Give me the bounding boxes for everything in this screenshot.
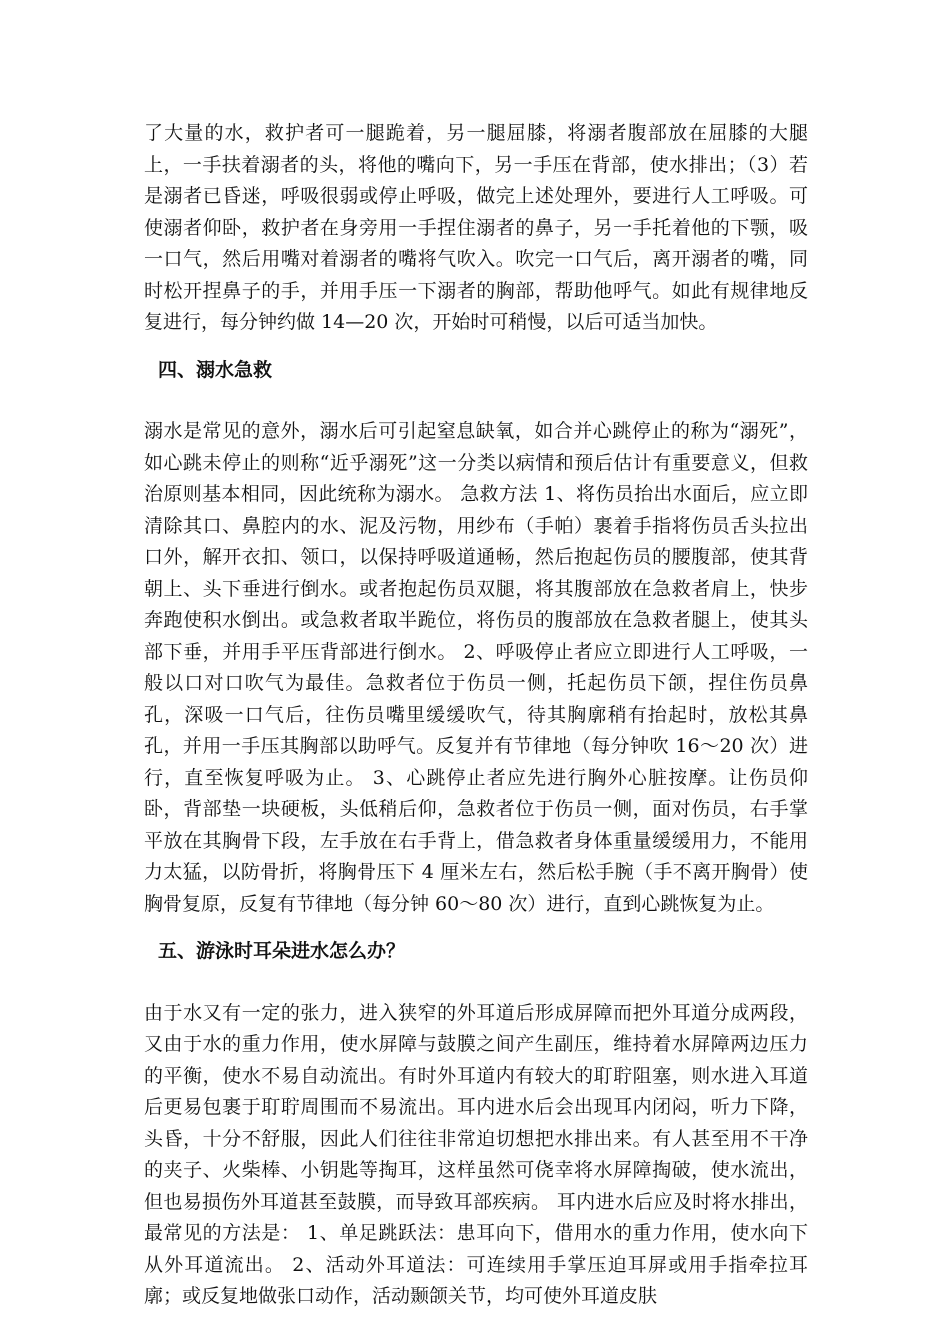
section-heading-drowning-first-aid: 四、溺水急救 <box>158 358 273 381</box>
intro-paragraph: 了大量的水，救护者可一腿跪着，另一腿屈膝，将溺者腹部放在屈膝的大腿上，一手扶着溺者的头，将他的嘴向下，另一手压在背部，使水排出；（3）若是溺者已昏迷，呼吸很弱或停止呼吸，做完上述处理外，要进行人工呼吸。可使溺者仰卧，救护者在身旁用一手捏住溺者的鼻子，另一手托着他的下颚，吸一口气，然后用嘴对着溺者的嘴将气吹入。吹完一口气后，离开溺者的嘴，同时松开捏鼻子的手，并用手压一下溺者的胸部，帮助他呼气。如此有规律地反复进行，每分钟约做 14—20 次，开始时可稍慢，以后可适当加快。 <box>144 122 808 333</box>
section-body-ear-water: 由于水又有一定的张力，进入狭窄的外耳道后形成屏障而把外耳道分成两段，又由于水的重力作用，使水屏障与鼓膜之间产生副压，维持着水屏障两边压力的平衡，使水不易自动流出。有时外耳道内有较大的耵聍阻塞，则水进入耳道后更易包裹于耵聍周围而不易流出。耳内进水后会出现耳内闭闷，听力下降，头昏，十分不舒服，因此人们往往非常迫切想把水排出来。有人甚至用不干净的夹子、火柴棒、小钥匙等掏耳，这样虽然可侥幸将水屏障掏破，使水流出，但也易损伤外耳道甚至鼓膜，而导致耳部疾病。 耳内进水后应及时将水排出，最常见的方法是： 1、单足跳跃法：患耳向下，借用水的重力作用，使水向下从外耳道流出。 2、活动外耳道法：可连续用手掌压迫耳屏或用手指牵拉耳廓；或反复地做张口动作，活动颞颌关节，均可使外耳道皮肤 <box>144 1001 808 1307</box>
section-body-drowning-first-aid: 溺水是常见的意外，溺水后可引起窒息缺氧，如合并心跳停止的称为“溺死”，如心跳未停止的则称“近乎溺死”这一分类以病情和预后估计有重要意义，但救治原则基本相同，因此统称为溺水。 急救方法 1、将伤员抬出水面后，应立即清除其口、鼻腔内的水、泥及污物，用纱布（手帕）裹着手指将伤员舌头拉出口外，解开衣扣、领口，以保持呼吸道通畅，然后抱起伤员的腰腹部，使其背朝上、头下垂进行倒水。或者抱起伤员双腿，将其腹部放在急救者肩上，快步奔跑使积水倒出。或急救者取半跪位，将伤员的腹部放在急救者腿上，使其头部下垂，并用手平压背部进行倒水。 2、呼吸停止者应立即进行人工呼吸，一般以口对口吹气为最佳。急救者位于伤员一侧，托起伤员下颌，捏住伤员鼻孔，深吸一口气后，往伤员嘴里缓缓吹气，待其胸廓稍有抬起时，放松其鼻孔，并用一手压其胸部以助呼气。反复并有节律地（每分钟吹 16～20 次）进行，直至恢复呼吸为止。 3、心跳停止者应先进行胸外心脏按摩。让伤员仰卧，背部垫一块硬板，头低稍后仰，急救者位于伤员一侧，面对伤员，右手掌平放在其胸骨下段，左手放在右手背上，借急救者身体重量缓缓用力，不能用力太猛，以防骨折，将胸骨压下 4 厘米左右，然后松手腕（手不离开胸骨）使胸骨复原，反复有节律地（每分钟 60～80 次）进行，直到心跳恢复为止。 <box>144 420 808 915</box>
spacer <box>144 339 808 355</box>
spacer <box>144 968 808 998</box>
spacer <box>144 920 808 936</box>
document-page <box>144 118 808 1313</box>
section-heading-ear-water: 五、游泳时耳朵进水怎么办？ <box>158 940 406 962</box>
spacer <box>144 386 808 416</box>
